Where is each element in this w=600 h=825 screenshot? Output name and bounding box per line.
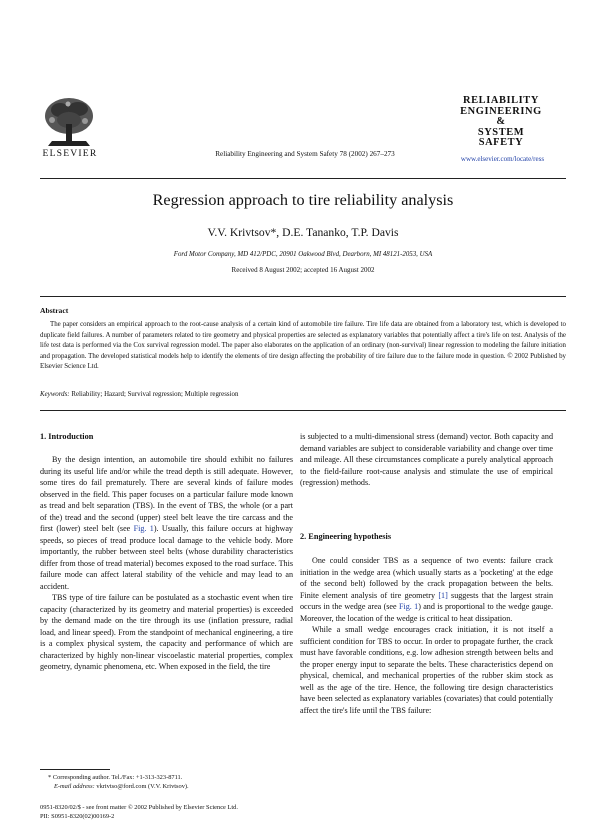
body-divider	[40, 410, 566, 411]
footnote-text: Corresponding author. Tel./Fax: +1-313-323-8711.	[52, 774, 183, 781]
publisher-name: ELSEVIER	[42, 148, 98, 159]
paragraph-text: ) and is proportional to the wedge gauge. Moreover, the location of the wedge is critical to heat dissipation.	[300, 602, 553, 623]
paragraph	[300, 555, 553, 624]
header-divider	[40, 178, 566, 179]
journal-logo-line: SYSTEM	[477, 126, 525, 138]
journal-logo-line: SAFETY	[478, 137, 524, 148]
affiliation: Ford Motor Company, MD 412/PDC, 20901 Oakwood Blvd, Dearborn, MI 48121-2053, USA	[173, 251, 433, 258]
right-column-text	[300, 555, 553, 716]
section-heading-introduction: 1. Introduction	[40, 432, 94, 441]
issn-line: 0951-8320/02/$ - see front matter © 2002 Published by Elsevier Science Ltd.	[40, 804, 238, 811]
footnote-email	[40, 782, 293, 791]
abstract-text: The paper considers an empirical approach to the root-cause analysis of a certain kind of automobile tire failure. Tire life data are obtained from a laboratory test, which is developed to duplicate field failures. A number of parameters related to tire geometry and physical properties are selected as explanatory variables that potentially affect a tire's life on test. Analysis of the life test data is performed via the Cox survival regression model. The paper also elaborates on the application of an ordinary (non-survival) linear regression to modeling the failure initiation and propagation. The developed statistical models help to identify the elements of tire design affecting the probability of tire failure due to the failure mode in question. © 2002 Published by Elsevier Science Ltd.	[40, 321, 566, 371]
abstract-divider	[40, 296, 566, 297]
paragraph-text: suggests that the largest strain occurs in the wedge area (see	[300, 590, 554, 611]
journal-reference: Reliability Engineering and System Safety 78 (2002) 267–273	[215, 150, 395, 158]
left-column-text	[40, 454, 293, 673]
email-address-link[interactable]: vkrivtso@ford.com (V.V. Krivtsov).	[96, 783, 189, 790]
author-list: V.V. Krivtsov*, D.E. Tananko, T.P. Davis	[207, 226, 399, 239]
journal-url-link[interactable]: www.elsevier.com/locate/ress	[460, 155, 545, 163]
footnote-divider	[40, 769, 110, 770]
figure-reference-link[interactable]: Fig. 1	[133, 524, 154, 533]
footnote	[40, 773, 293, 791]
email-label: E-mail address:	[54, 783, 95, 790]
footnote-corresponding-author	[40, 773, 293, 782]
paragraph: TBS type of tire failure can be postulated as a stochastic event when tire capacity (characterized by its geometry and material properties) is exceeded by the demand made on the tire through its use (inflation pressure, radial load, and linear speed). From the standpoint of mechanical engineering, a tire is a complex physical system, the capacity and performance of which are characterized by highly non-linear viscoelastic material properties, complex geometry, dynamic phenomena, etc. When exposed in the field, the tire	[40, 593, 293, 671]
abstract-heading: Abstract	[40, 306, 69, 315]
figure-reference-link[interactable]: Fig. 1	[398, 602, 419, 611]
keywords-label: Keywords:	[40, 391, 70, 398]
right-column-continuation	[300, 431, 553, 489]
journal-logo-line: ENGINEERING	[460, 105, 542, 117]
keywords	[40, 391, 566, 398]
section-heading-engineering-hypothesis: 2. Engineering hypothesis	[300, 532, 392, 541]
citation-link[interactable]: [1]	[438, 590, 448, 600]
paragraph	[40, 454, 293, 592]
journal-logo	[446, 96, 556, 149]
copyright-block	[40, 803, 320, 821]
elsevier-tree-logo-icon	[38, 94, 100, 150]
paragraph-text: ). Usually, this failure occurs at highway speeds, so pieces of tread produce local damage to the vehicle body. More importantly, the rubber between steel belts (whose durability characteristics differ from those of tread material) becomes exposed to the road surface. This failure mode can affect lateral stability of the vehicle and may lead to an accident.	[40, 524, 293, 591]
journal-logo-line: &	[496, 116, 506, 127]
journal-logo-line: RELIABILITY	[463, 95, 539, 106]
paragraph: is subjected to a multi-dimensional stress (demand) vector. Both capacity and demand variables are subject to considerable variability and change over time and mileage. All these circumstances complicate a purely analytical approach to the field-failure root-cause analysis and stimulate the use of empirical (regression) methods.	[300, 432, 553, 487]
paragraph-text: One could consider TBS as a sequence of two events: failure crack initiation in the wedge area (which usually starts as a 'pocketing' at the edge of the second belt) followed by the crack propagation between the belts. Finite element analysis of tire geometry	[300, 556, 553, 600]
footnote-mark: *	[48, 774, 52, 781]
keywords-list: Reliability; Hazard; Survival regression; Multiple regression	[71, 391, 239, 398]
paragraph: While a small wedge encourages crack initiation, it is not itself a sufficient condition for TBS to occur. In order to propagate further, the crack must have favorable conditions, e.g. low adhesion strength between belts and the proper energy input to separate the belts. These characteristics depend on physical, chemical, and mechanical properties of the rubber skim stock as well as the age of the tire. Hence, the following tire design characteristics have been selected as explanatory variables (covariates) that could potentially affect the tire's life until the TBS failure:	[300, 625, 553, 715]
paper-title: Regression approach to tire reliability analysis	[152, 191, 454, 209]
paragraph-text: By the design intention, an automobile tire should exhibit no failures during its useful life and/or while the tread depth is still adequate. However, some tires do fail prematurely. There are several kinds of failure modes observed in the field. This paper focuses on a particular failure mode known as tread and belt separation (TBS). In the event of TBS, the whole (or a part of the) tread and the second (upper) steel belt leave the tire carcass and the first (lower) steel belt (see	[40, 455, 293, 533]
received-dates: Received 8 August 2002; accepted 16 August 2002	[231, 266, 375, 274]
pii-line: PII: S0951-8320(02)00169-2	[40, 813, 115, 820]
